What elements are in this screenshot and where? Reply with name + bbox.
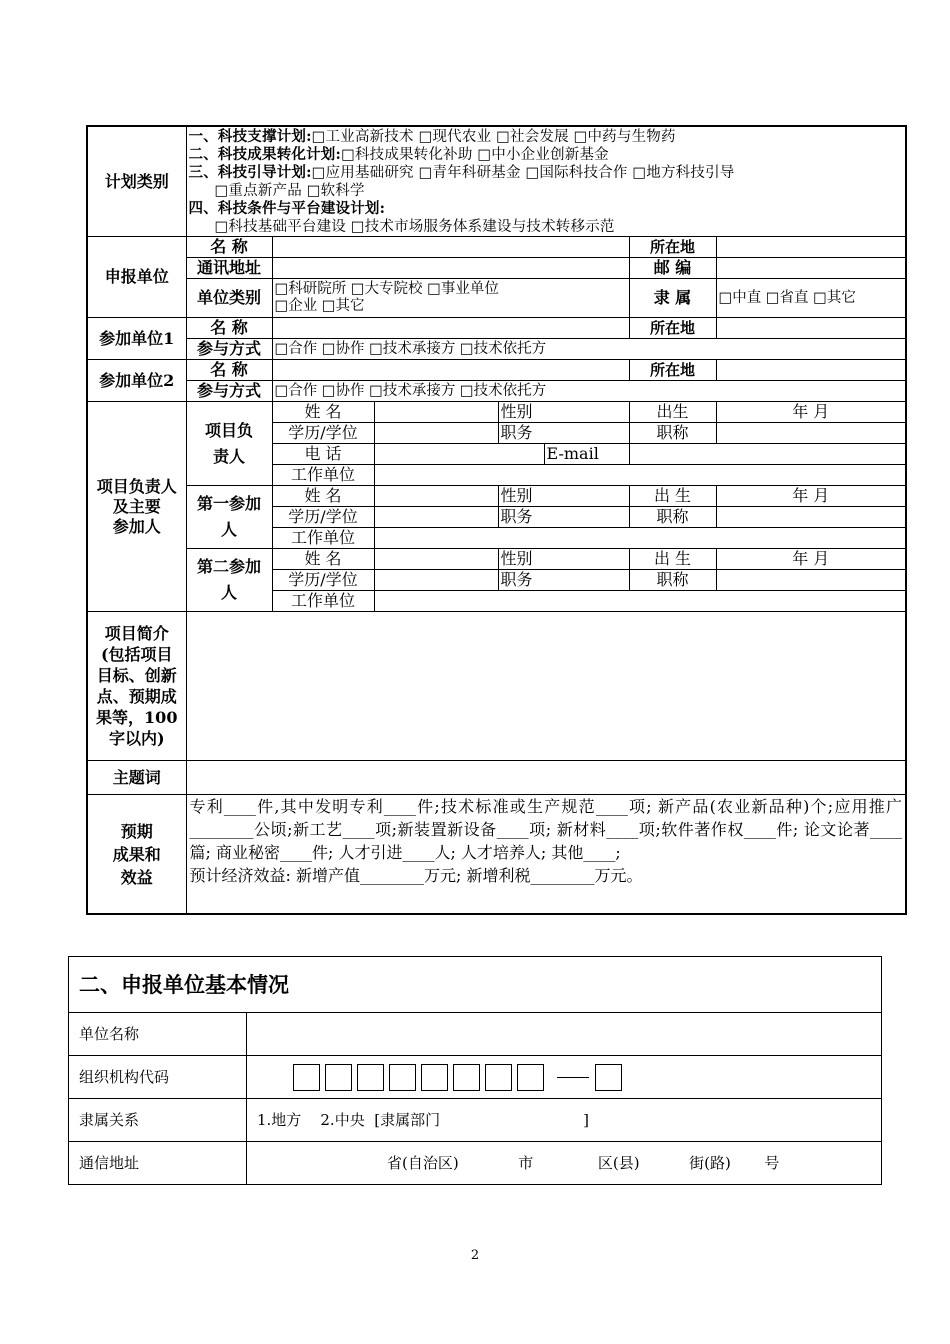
participant1-name-field[interactable] <box>272 318 629 339</box>
people-label-line2: 及主要 <box>112 496 161 516</box>
plan-line3-options[interactable]: □应用基础研究 □青年科研基金 □国际科技合作 □地方科技引导 <box>311 165 735 181</box>
person1-name-field[interactable] <box>374 486 498 507</box>
outcomes-label-line2: 成果和 <box>112 844 161 864</box>
leader-workplace-field[interactable] <box>374 465 906 486</box>
leader-workplace-label: 工作单位 <box>272 465 374 486</box>
applicant-affiliation-options[interactable]: □中直 □省直 □其它 <box>716 279 906 318</box>
relation-field[interactable]: 1.地方 2.中央 [隶属部门 ] <box>247 1099 882 1142</box>
plan-category-options <box>186 126 906 237</box>
person2-gender-label: 性别 <box>498 549 629 570</box>
address-label: 通信地址 <box>69 1142 247 1185</box>
leader-email-field[interactable] <box>629 444 906 465</box>
leader-degree-label: 学历/学位 <box>272 423 374 444</box>
person2-label <box>186 549 272 612</box>
participant1-label: 参加单位1 <box>87 318 186 360</box>
applicant-name-field[interactable] <box>272 237 629 258</box>
unit-basic-info-table <box>68 956 882 1185</box>
leader-label-line2: 责人 <box>212 446 245 466</box>
leader-name-field[interactable] <box>374 402 498 423</box>
participant1-mode-label: 参与方式 <box>186 339 272 360</box>
applicant-name-label: 名 称 <box>186 237 272 258</box>
participant1-mode-options[interactable]: □合作 □协作 □技术承接方 □技术依托方 <box>272 339 906 360</box>
summary-label-line5: 果等，100 <box>96 708 178 727</box>
summary-label-line6: 字以内) <box>108 729 165 748</box>
leader-birth-label: 出生 <box>629 402 716 423</box>
participant2-name-label: 名 称 <box>186 360 272 381</box>
outcomes-label-line3: 效益 <box>120 867 153 887</box>
leader-gender-label: 性别 <box>498 402 629 423</box>
person1-title-field[interactable] <box>716 507 906 528</box>
leader-phone-label: 电 话 <box>272 444 374 465</box>
leader-title-label: 职称 <box>629 423 716 444</box>
participant1-name-label: 名 称 <box>186 318 272 339</box>
address-city: 市 <box>518 1154 534 1172</box>
summary-label <box>87 612 186 761</box>
person2-birth-label: 出 生 <box>629 549 716 570</box>
org-code-field[interactable] <box>247 1056 882 1099</box>
person2-degree-field[interactable] <box>374 570 498 591</box>
org-code-label: 组织机构代码 <box>69 1056 247 1099</box>
plan-line1-options[interactable]: □工业高新技术 □现代农业 □社会发展 □中药与生物药 <box>311 129 676 145</box>
org-code-box[interactable] <box>389 1064 416 1091</box>
leader-label-line1: 项目负 <box>204 420 253 440</box>
org-code-box[interactable] <box>421 1064 448 1091</box>
person1-birth-label: 出 生 <box>629 486 716 507</box>
keywords-field[interactable] <box>186 761 906 795</box>
leader-phone-field[interactable] <box>374 444 544 465</box>
people-label <box>87 402 186 612</box>
plan-line2-head: 二、科技成果转化计划: <box>188 146 342 163</box>
person1-workplace-field[interactable] <box>374 528 906 549</box>
org-code-box[interactable] <box>453 1064 480 1091</box>
participant2-mode-options[interactable]: □合作 □协作 □技术承接方 □技术依托方 <box>272 381 906 402</box>
org-code-box[interactable] <box>325 1064 352 1091</box>
participant1-location-field[interactable] <box>716 318 906 339</box>
leader-degree-field[interactable] <box>374 423 498 444</box>
summary-label-line3: 目标、创新 <box>96 666 177 685</box>
person2-degree-label: 学历/学位 <box>272 570 374 591</box>
applicant-location-field[interactable] <box>716 237 906 258</box>
person2-birth-field[interactable]: 年 月 <box>716 549 906 570</box>
relation-label: 隶属关系 <box>69 1099 247 1142</box>
org-code-box[interactable] <box>293 1064 320 1091</box>
plan-line3b-options[interactable]: □重点新产品 □软科学 <box>214 183 365 199</box>
summary-label-line1: 项目简介 <box>104 624 169 643</box>
plan-line3-head: 三、科技引导计划: <box>188 164 312 181</box>
summary-field[interactable] <box>186 612 906 761</box>
applicant-type-label: 单位类别 <box>186 279 272 318</box>
org-code-check-box[interactable] <box>595 1064 622 1091</box>
outcomes-label <box>87 795 186 915</box>
leader-name-label: 姓 名 <box>272 402 374 423</box>
plan-line4-head: 四、科技条件与平台建设计划: <box>188 200 386 217</box>
summary-label-line2: (包括项目 <box>100 645 173 664</box>
applicant-type-options-2[interactable]: □企业 □其它 <box>274 298 365 314</box>
person2-name-field[interactable] <box>374 549 498 570</box>
unit-name-field[interactable] <box>247 1013 882 1056</box>
person1-gender-label: 性别 <box>498 486 629 507</box>
leader-birth-field[interactable]: 年 月 <box>716 402 906 423</box>
person1-label-line1: 第一参加 <box>196 494 261 513</box>
outcomes-economic: 预计经济效益: 新增产值________万元; 新增利税________万元。 <box>189 866 643 885</box>
section2-title: 二、申报单位基本情况 <box>69 957 882 1013</box>
keywords-label: 主题词 <box>87 761 186 795</box>
plan-line4-options[interactable]: □科技基础平台建设 □技术市场服务体系建设与技术转移示范 <box>214 219 615 235</box>
person1-degree-label: 学历/学位 <box>272 507 374 528</box>
person2-post-label: 职务 <box>498 570 629 591</box>
person2-workplace-label: 工作单位 <box>272 591 374 612</box>
address-street: 街(路) <box>689 1154 731 1172</box>
applicant-address-field[interactable] <box>272 258 629 279</box>
leader-title-field[interactable] <box>716 423 906 444</box>
participant1-location-label: 所在地 <box>629 318 716 339</box>
participant2-mode-label: 参与方式 <box>186 381 272 402</box>
address-number: 号 <box>764 1154 780 1172</box>
leader-label <box>186 402 272 486</box>
summary-label-line4: 点、预期成 <box>96 687 177 706</box>
person2-label-line1: 第二参加 <box>196 557 261 576</box>
person1-label-line2: 人 <box>220 520 237 539</box>
outcomes-field[interactable] <box>186 795 906 915</box>
application-form-table <box>86 125 907 915</box>
plan-line2-options[interactable]: □科技成果转化补助 □中小企业创新基金 <box>341 147 609 163</box>
participant2-location-field[interactable] <box>716 360 906 381</box>
plan-category-label: 计划类别 <box>87 126 186 237</box>
leader-email-label: E-mail <box>544 444 629 465</box>
address-province: 省(自治区) <box>387 1154 459 1172</box>
person1-workplace-label: 工作单位 <box>272 528 374 549</box>
unit-name-label: 单位名称 <box>69 1013 247 1056</box>
person1-name-label: 姓 名 <box>272 486 374 507</box>
person1-label <box>186 486 272 549</box>
org-code-box[interactable] <box>485 1064 512 1091</box>
address-field[interactable] <box>247 1142 882 1185</box>
people-label-line1: 项目负责人 <box>96 476 177 496</box>
applicant-address-label: 通讯地址 <box>186 258 272 279</box>
page-number: 2 <box>470 1248 480 1263</box>
org-code-box[interactable] <box>357 1064 384 1091</box>
org-code-box[interactable] <box>517 1064 544 1091</box>
person2-name-label: 姓 名 <box>272 549 374 570</box>
person2-title-label: 职称 <box>629 570 716 591</box>
person1-birth-field[interactable]: 年 月 <box>716 486 906 507</box>
person1-title-label: 职称 <box>629 507 716 528</box>
participant2-label: 参加单位2 <box>87 360 186 402</box>
applicant-label: 申报单位 <box>87 237 186 318</box>
org-code-dash <box>557 1077 589 1078</box>
plan-line1-head: 一、科技支撑计划: <box>188 128 312 145</box>
address-district: 区(县) <box>597 1154 640 1172</box>
applicant-postcode-label: 邮 编 <box>629 258 716 279</box>
applicant-type-options[interactable] <box>272 279 629 318</box>
person1-post-label: 职务 <box>498 507 629 528</box>
applicant-type-options-1[interactable]: □科研院所 □大专院校 □事业单位 <box>274 281 499 297</box>
leader-post-label: 职务 <box>498 423 629 444</box>
participant2-location-label: 所在地 <box>629 360 716 381</box>
applicant-postcode-field[interactable] <box>716 258 906 279</box>
person1-degree-field[interactable] <box>374 507 498 528</box>
person2-label-line2: 人 <box>220 583 237 602</box>
people-label-line3: 参加人 <box>112 516 161 536</box>
outcomes-text: 专利____件,其中发明专利____件;技术标准或生产规范____项; 新产品(农业新品种)个;应用推广________公顷;新工艺____项;新装置新设备____项; 新材料____项;软件著作权____件; 论文论著____篇; 商业秘密____件; 人才引进____人; 人才培养人; 其他____; <box>189 797 903 862</box>
outcomes-label-line1: 预期 <box>120 821 153 841</box>
participant2-name-field[interactable] <box>272 360 629 381</box>
applicant-affiliation-label: 隶 属 <box>629 279 716 318</box>
person2-workplace-field[interactable] <box>374 591 906 612</box>
applicant-location-label: 所在地 <box>629 237 716 258</box>
person2-title-field[interactable] <box>716 570 906 591</box>
